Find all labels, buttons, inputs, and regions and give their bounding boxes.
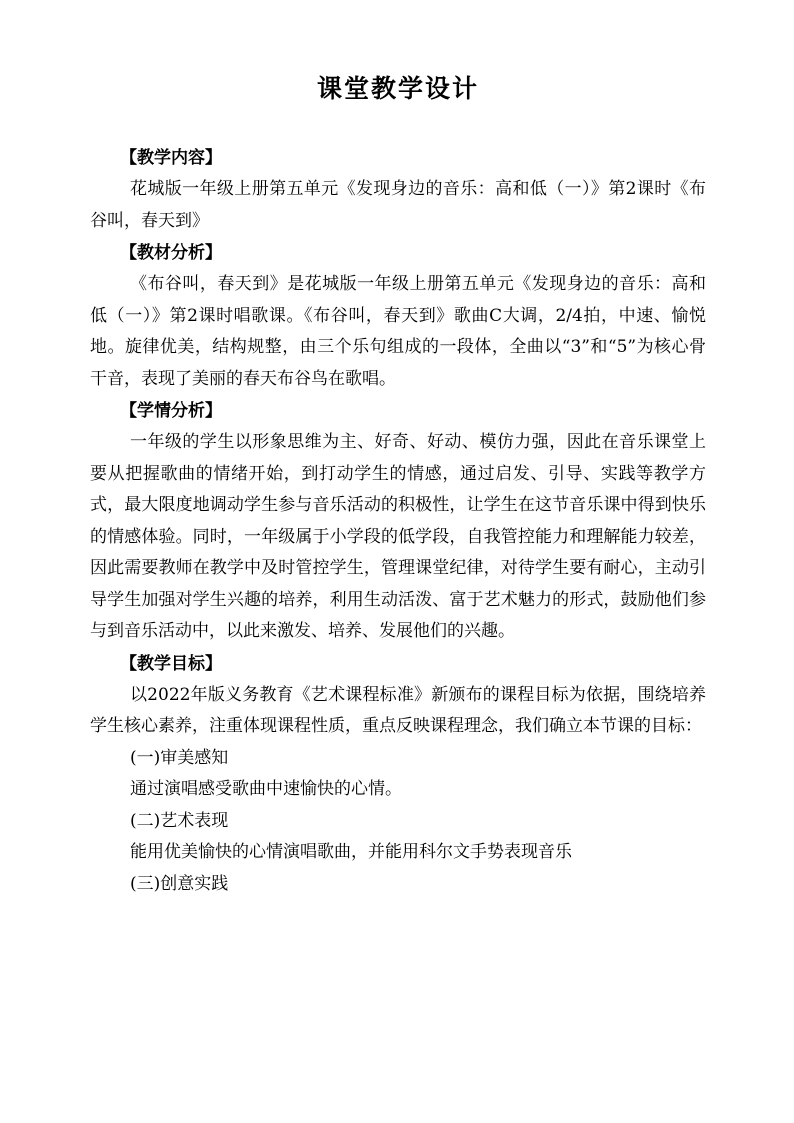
- section-heading-goals: 【教学目标】: [120, 653, 222, 674]
- section-heading-material: 【教材分析】: [120, 243, 222, 263]
- section-text-goals: 以2022年版义务教育《艺术课程标准》新颁布的课程目标为依据，围绕培养学生核心素养，注重体现课程性质，重点反映课程理念，我们确立本节课的目标：: [90, 684, 706, 736]
- section-text-material: 《布谷叫，春天到》是花城版一年级上册第五单元《发现身边的音乐：高和低（一）》第2课时唱歌课。《布谷叫，春天到》歌曲C大调，2/4拍，中速、愉悦地。旋律优美，结构规整，由三个乐句组成的一段体，全曲以“3”和“5”为核心骨干音，表现了美丽的春天布谷鸟在歌唱。: [90, 274, 706, 389]
- section-text-students: 一年级的学生以形象思维为主、好奇、好动、模仿力强，因此在音乐课堂上要从把握歌曲的情绪开始，到打动学生的情感，通过启发、引导、实践等教学方式，最大限度地调动学生参与音乐活动的积极性，让学生在这节音乐课中得到快乐的情感体验。同时，一年级属于小学段的低学段，自我管控能力和理解能力较差，因此需要教师在教学中及时管控学生，管理课堂纪律，对待学生要有耐心，主动引导学生加强对学生兴趣的培养，利用生动活泼、富于艺术魅力的形式，鼓励他们参与到音乐活动中，以此来激发、培养、发展他们的兴趣。: [90, 432, 706, 641]
- goal-item-label: (二)艺术表现: [130, 810, 229, 831]
- section-heading-content: 【教学内容】: [120, 148, 222, 168]
- section-heading-students: 【学情分析】: [120, 401, 222, 421]
- goal-item-desc: 能用优美愉快的心情演唱歌曲，并能用科尔文手势表现音乐: [130, 842, 572, 862]
- section-text-content: 花城版一年级上册第五单元《发现身边的音乐：高和低（一）》第2课时《布谷叫，春天到》: [90, 179, 706, 231]
- goal-item-label: (三)创意实践: [130, 873, 229, 894]
- document-title: 课堂教学设计: [316, 74, 479, 103]
- goal-item-desc: 通过演唱感受歌曲中速愉快的心情。: [130, 779, 402, 799]
- goal-item-label: (一)审美感知: [130, 747, 229, 768]
